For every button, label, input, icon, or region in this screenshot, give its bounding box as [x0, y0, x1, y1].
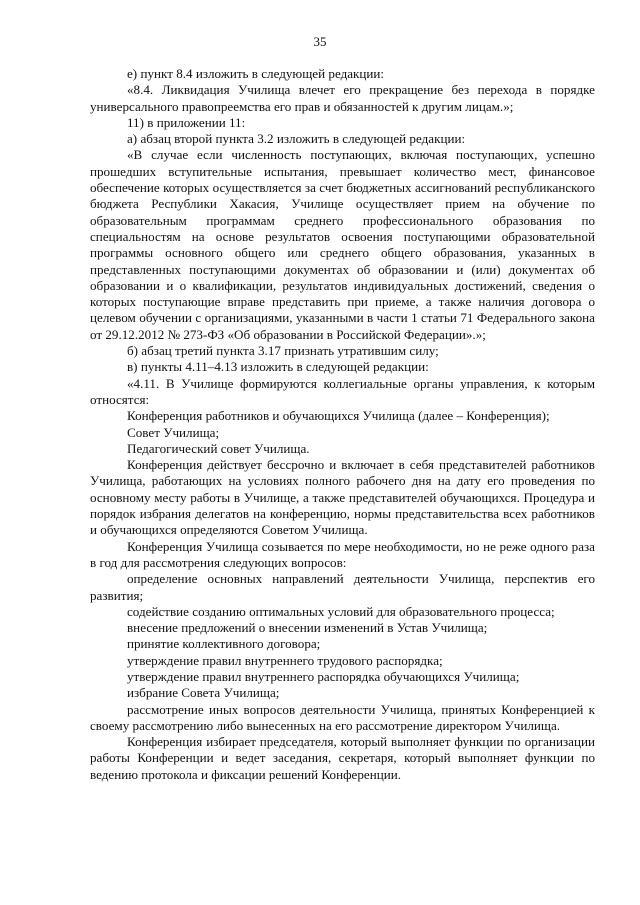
paragraph-conference-convening: Конференция Училища созывается по мере необходимости, но не реже одного раза в год для рассмотрения следующих вопросов:	[90, 538, 595, 570]
paragraph-chairman: Конференция избирает председателя, который выполняет функции по организации работы Конференции и ведет заседания, секретаря, который выполняет функции по ведению протокола и фиксации решений Конференции.	[90, 734, 595, 782]
list-item-labor-rules: утверждение правил внутреннего трудового распорядка;	[127, 652, 443, 668]
list-item-pedagogical-council: Педагогический совет Училища.	[127, 440, 310, 456]
paragraph-amend-b: б) абзац третий пункта 3.17 признать утратившим силу;	[127, 343, 439, 359]
list-item-council: Совет Училища;	[127, 424, 220, 440]
paragraph-appendix-11: 11) в приложении 11:	[127, 114, 246, 130]
paragraph-amend-e: е) пункт 8.4 изложить в следующей редакции:	[127, 66, 385, 81]
list-item-other-questions: рассмотрение иных вопросов деятельности Училища, принятых Конференцией к своему рассмотрению либо вынесенных на его рассмотрение директором Училища.	[90, 701, 595, 733]
list-item-student-rules: утверждение правил внутреннего распорядка обучающихся Училища;	[127, 668, 520, 684]
document-body	[90, 66, 595, 783]
list-item-charter-changes: внесение предложений о внесении изменений в Устав Училища;	[127, 620, 488, 636]
list-item-directions: определение основных направлений деятельности Училища, перспектив его развития;	[90, 571, 595, 603]
paragraph-admission-rules: «В случае если численность поступающих, включая поступающих, успешно прошедших вступительные испытания, превышает количество мест, финансовое обеспечение которых осуществляется за счет бюджетных ассигнований республиканского бюджета Республики Хакасия, Училище осуществляет прием на обучение по образовательным программам среднего профессионального образования по специальностям на основе результатов освоения поступающими образовательной программы основного общего или среднего общего образования, указанных в представленных поступающими документах об образовании и (или) документах об образовании и о квалификации, результатов индивидуальных достижений, сведения о которых поступающие вправе представить при приеме, а также наличия договора о целевом обучении с организациями, указанными в части 1 статьи 71 Федерального закона от 29.12.2012 № 273-ФЗ «Об образовании в Российской Федерации».»;	[90, 147, 595, 342]
list-item-collective-agreement: принятие коллективного договора;	[127, 636, 321, 652]
paragraph-conference-composition: Конференция действует бессрочно и включает в себя представителей работников Училища, работающих на условиях полного рабочего дня на дату его проведения по основному месту работы в Училище, а также представителей обучающихся. Процедура и порядок избрания делегатов на конференцию, нормы представительства всех работников и обучающихся определяются Советом Училища.	[90, 457, 595, 538]
list-item-conditions: содействие созданию оптимальных условий для образовательного процесса;	[127, 603, 555, 619]
page-number: 35	[313, 34, 327, 49]
paragraph-clause-8-4: «8.4. Ликвидация Училища влечет его прекращение без перехода в порядке универсального правопреемства его прав и обязанностей к другим лицам.»;	[90, 82, 595, 114]
paragraph-clause-4-11: «4.11. В Училище формируются коллегиальные органы управления, к которым относятся:	[90, 375, 595, 407]
paragraph-amend-a: а) абзац второй пункта 3.2 изложить в следующей редакции:	[127, 131, 466, 147]
list-item-conference: Конференция работников и обучающихся Училища (далее – Конференция);	[127, 408, 550, 424]
list-item-council-election: избрание Совета Училища;	[127, 685, 280, 701]
paragraph-amend-v: в) пункты 4.11–4.13 изложить в следующей редакции:	[127, 359, 429, 375]
